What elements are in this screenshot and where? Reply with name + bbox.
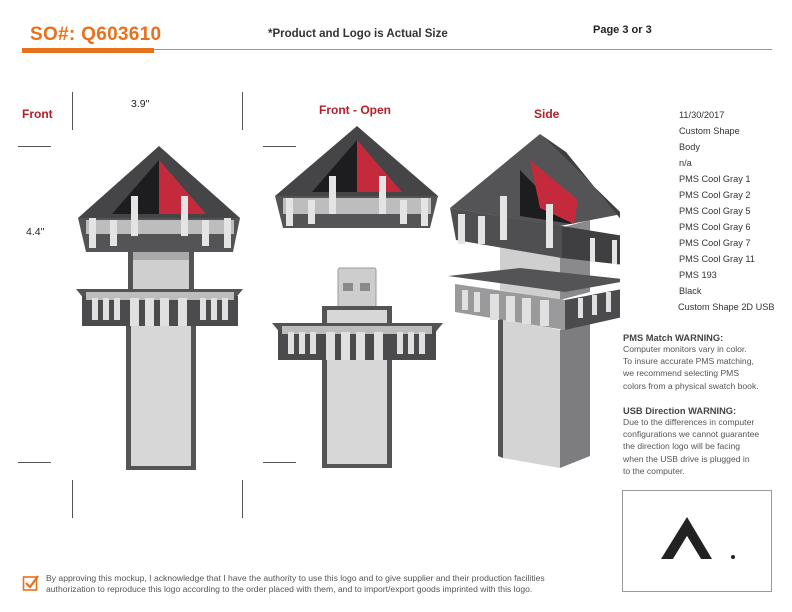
spec-list [679,107,775,315]
label-front: Front [22,107,53,121]
usb-warning-line: Due to the differences in computer [623,417,755,427]
width-dimension: 3.9" [131,98,150,110]
disclaimer-line-1: By approving this mockup, I acknowledge that I have the authority to use this logo and to give supplier and their production facilities [46,573,545,583]
spec-date: 11/30/2017 [679,110,725,120]
usb-warning-line: configurations we cannot guarantee [623,429,760,440]
spec-color-6: PMS Cool Gray 11 [679,254,755,264]
pms-warning [623,333,783,392]
usb-warning-line: to the computer. [623,465,685,476]
pms-warning-line: we recommend selecting PMS [623,368,740,379]
height-dimension: 4.4" [26,226,45,238]
spec-color-8: Black [679,286,702,296]
side-view-tower [448,134,620,468]
spec-color-4: PMS Cool Gray 6 [679,222,751,232]
spec-color-2: PMS Cool Gray 2 [679,190,751,200]
disclaimer-line-2: authorization to reproduce this logo according to the order placed with them, and to import/export goods imprinted with this logo. [46,584,533,594]
so-number: SO#: Q603610 [30,24,162,45]
usb-warning [623,406,783,477]
actual-size-note: *Product and Logo is Actual Size [268,28,448,40]
label-side: Side [534,107,560,121]
spec-product-type: Custom Shape 2D USB [678,302,775,312]
pms-warning-line: colors from a physical swatch book. [623,380,759,391]
usb-warning-line: when the USB drive is plugged in [623,453,750,464]
pms-warning-line: To insure accurate PMS matching, [623,356,754,367]
pms-warning-body [623,343,783,392]
usb-warning-body [623,416,783,477]
logo-preview-box [622,490,772,592]
spec-color-1: PMS Cool Gray 1 [679,174,751,184]
page-indicator: Page 3 or 3 [593,24,652,36]
logo-mark-icon [623,491,771,591]
spec-part: Body [679,142,700,152]
spec-color-5: PMS Cool Gray 7 [679,238,751,248]
label-front-open: Front - Open [319,103,391,117]
pms-warning-title: PMS Match WARNING: [623,333,724,343]
pms-warning-line: Computer monitors vary in color. [623,344,747,354]
spec-color-3: PMS Cool Gray 5 [679,206,751,216]
spec-shape: Custom Shape [679,126,740,136]
spec-na: n/a [679,158,692,168]
approval-checkbox-icon[interactable] [22,574,40,592]
front-open-view-tower [272,126,443,468]
spec-color-7: PMS 193 [679,270,717,280]
usb-warning-title: USB Direction WARNING: [623,406,737,416]
front-view-tower [76,146,243,470]
approval-disclaimer [46,573,616,595]
usb-warning-line: the direction logo will be facing [623,441,741,452]
